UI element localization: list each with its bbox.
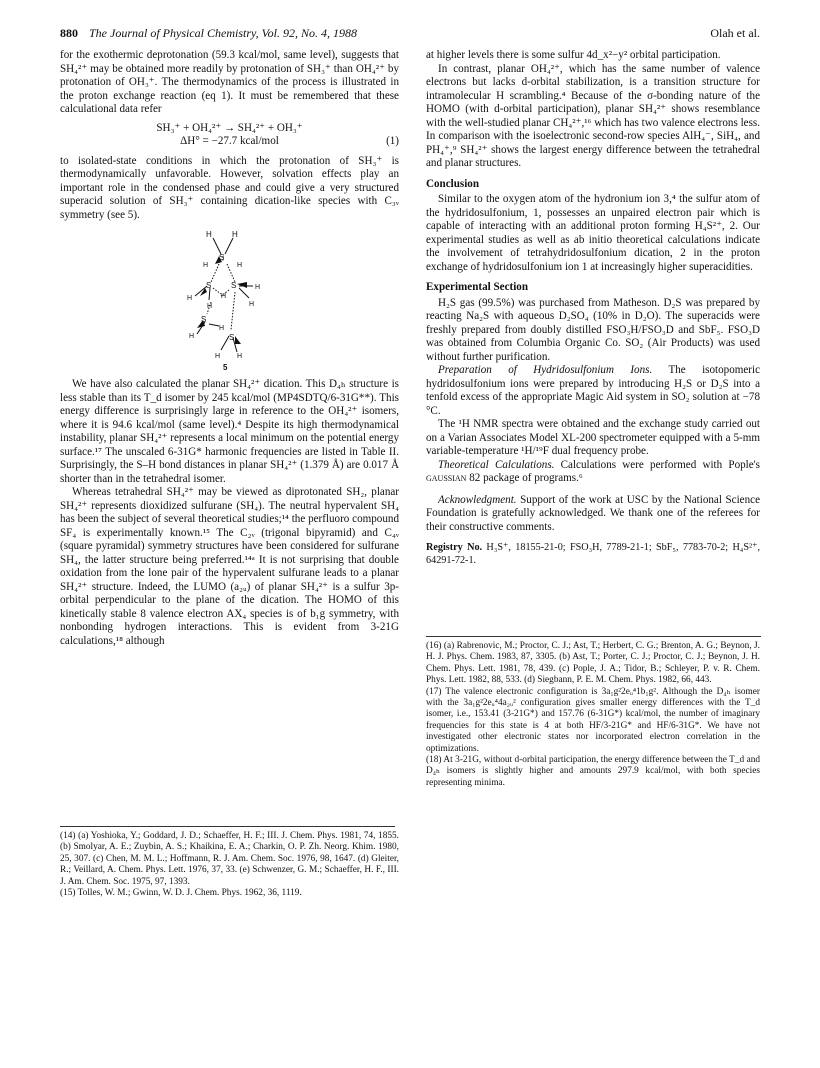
equation-reaction: SH₃⁺ + OH₄²⁺ → SH₄²⁺ + OH₃⁺ <box>156 121 303 134</box>
conclusion-heading: Conclusion <box>426 177 480 190</box>
page-number: 880 <box>60 26 78 40</box>
atom-label: H <box>202 262 208 269</box>
preparation-paragraph <box>426 364 760 418</box>
theory-text-b: package of programs.⁶ <box>480 472 583 484</box>
atom-label: H <box>236 353 242 360</box>
experimental-heading: Experimental Section <box>426 281 528 293</box>
structure-number-5: 5 <box>222 363 227 372</box>
left-paragraph-1: for the exothermic deprotonation (59.3 kcal/mol, same level), suggests that SH₄²⁺ may be obtained more readily by protonation of SH₃⁺ than OH₄²⁺ by protonation of OH₃⁺. The thermodynamics of the process is illustrated in the proton exchange reaction (eq 1). It must be remembered that these calculational data refer <box>60 49 399 115</box>
atom-label: H <box>236 262 242 269</box>
footnote-14: (14) (a) Yoshioka, Y.; Goddard, J. D.; Schaeffer, H. F.; III. J. Chem. Phys. 1981, 74, 1855. (b) Smolyar, A. E.; Zuybin, A. S.; Khaikina, E. A.; Charkin, O. P. Zh. Neorg. Khim. 1980, 25, 307. (c) Chen, M. M. L.; Hoffmann, R. J. Am. Chem. Soc. 1976, 98, 1647. (d) Gleiter, R.; Veillard, A. Chem. Phys. Lett. 1976, 37, 33. (e) Schwenzer, G. M.; Schaeffer, H. F., III. J. Am. Chem. Soc. 1975, 97, 1393. <box>60 831 399 887</box>
atom-label: S <box>228 333 234 342</box>
acknowledgment-text: Support of the work at USC by the National Science Foundation is gratefully acknowledged. We thank one of the referees for their constructive comments. <box>426 493 760 533</box>
footnote-15: (15) Tolles, W. M.; Gwinn, W. D. J. Chem. Phys. 1962, 36, 1119. <box>60 888 302 899</box>
atom-label: H <box>188 333 194 340</box>
running-header <box>60 26 760 42</box>
atom-label: H <box>248 301 254 308</box>
footnote-17: (17) The valence electronic configuration is 3a₁g²2eᵤ⁴1b₁g². Although the D₄ₕ isomer with the 3a₁g²2eᵤ⁴4a₂ᵤ² configuration gives smaller energy differences with the T_d isomer, i.e., 153.41 (3-21G*) and 157.76 (6-31G*) kcal/mol, the number of imaginary frequencies for this state is 4 at both HF/3-21G* and HF/6-31G*. We have not investigated other electronic states nor incorporated electron correlation in the optimizations. <box>426 686 760 754</box>
journal-title: The Journal of Physical Chemistry, Vol. 92, No. 4, 1988 <box>89 26 357 40</box>
right-footnotes <box>426 636 760 789</box>
atom-label: H <box>206 303 212 310</box>
atom-label: H <box>254 284 260 291</box>
equation-number: (1) <box>386 135 399 147</box>
right-paragraph-1: at higher levels there is some sulfur 4d_x²−y² orbital participation. <box>426 49 721 61</box>
registry-text: H₃S⁺, 18155-21-0; FSO₃H, 7789-21-1; SbF₅, 7783-70-2; H₄S²⁺, 64291-72-1. <box>426 542 760 566</box>
left-paragraph-4: Whereas tetrahedral SH₄²⁺ may be viewed as diprotonated SH₂, planar SH₄²⁺ represents dioxidized sulfurane (SH₄). The neutral hypervalent SH₄ has been the subject of several theoretical studies;¹⁴ the perfluoro compound SF₄ is experimentally known.¹⁵ The C₂ᵥ (trigonal bipyramid) and C₄ᵥ (square pyramidal) symmetry structures have been considered for sulfurane SH₄, the latter structure being preferred.¹⁴ᵃ It is not surprising that double oxidation from the lone pair of the hypervalent sulfurane leads to a planar SH₄²⁺ structure. Indeed, the LUMO (a₂ᵤ) of planar SH₄²⁺ is a sulfur 3p-orbital perpendicular to the plane of the dication. The HOMO of this kinetically stable 8 valence electron AX₄ species is of b₁g symmetry, with nonbonding hydrogen interactions. This is evident from 3-21G calculations,¹⁸ although <box>60 486 399 647</box>
theory-runin: Theoretical Calculations. <box>438 458 555 471</box>
footnote-16: (16) (a) Rabrenovic, M.; Proctor, C. J.; Ast, T.; Herbert, C. G.; Brenton, A. G.; Beynon, J. H. J. Phys. Chem. 1983, 87, 3305. (b) Ast, T.; Porter, C. J.; Proctor, C. J.; Beynon, J. H. Chem. Phys. Lett. 1981, 78, 439. (c) Pople, J. A.; Tidor, B.; Schleyer, P. v. R. Chem. Phys. Lett. 1982, 88, 533. (d) Siegbann, P. E. M. Chem. Phys. 1982, 66, 443. <box>426 641 760 686</box>
left-column <box>60 49 399 648</box>
equation-1 <box>60 122 399 149</box>
theory-text-a: Calculations were performed with Pople's <box>554 458 760 471</box>
left-footnotes <box>60 826 399 899</box>
left-paragraph-3: We have also calculated the planar SH₄²⁺ dication. This D₄ₕ structure is less stable than its T_d isomer by 245 kcal/mol (MP4SDTQ/6-31G**). This energy difference is surprisingly large in reference to the OH₄²⁺ isomers, where it is 94.6 kcal/mol (same level).⁴ Despite its high thermodynamical instability, planar SH₄²⁺ represents a local minimum on the potential energy surface.¹⁷ The unscaled 6-31G* harmonic frequencies are listed in Table II. Surprisingly, the S–H bond distances in planar SH₄²⁺ (1.379 Å) are 0.017 Å shorter than in the tetrahedral isomer. <box>60 378 399 485</box>
materials-paragraph: H₂S gas (99.5%) was purchased from Matheson. D₂S was prepared by reacting Na₂S with aqueous D₂SO₄ (10% in D₂O). The superacids were freshly prepared from doubly distilled FSO₃H/FSO₃D and SbF₅. FSO₃D was obtained from Columbia Organic Co. SO₂ (Air Products) was used without further purification. <box>426 296 760 363</box>
atom-label: H <box>218 325 224 332</box>
theory-paragraph <box>426 459 760 486</box>
preparation-text: The isotopomeric hydridosulfonium ions were prepared by introducing H₂S or D₂S into a tenfold excess of the appropriate Magic Aid system in SO₂ solution at −78 °C. <box>426 364 760 417</box>
atom-label: H <box>186 295 192 302</box>
footnote-rule <box>426 636 761 637</box>
right-paragraph-2: In contrast, planar OH₄²⁺, which has the same number of valence electrons but lacks d-orbital stabilization, is a transition structure for intramolecular H scrambling.⁴ Because of the σ-bonding nature of the HOMO (with d-orbital participation), planar SH₄²⁺ shows resemblance with the well-studied planar CH₄²⁺,¹⁶ which has two valence electrons less. In comparison with the isoelectronic second-row species AlH₄⁻, SiH₄, and PH₄⁺,⁹ SH₄²⁺ shows the largest energy difference between the tetrahedral and planar structures. <box>426 62 760 169</box>
atom-label: S <box>200 315 206 324</box>
left-paragraph-2: to isolated-state conditions in which the protonation of SH₃⁺ is thermodynamically unfavorable. However, solvation effects play an important role in the condensed phase and could give a very structured superacid solution of SH₃⁺ containing dication-like species with C₃ᵥ symmetry (see 5). <box>60 154 399 221</box>
structure-5-drawing <box>175 226 285 372</box>
conclusion-paragraph: Similar to the oxygen atom of the hydronium ion 3,⁴ the sulfur atom of the hydridosulfonium, 1, possesses an unpaired electron pair which is capable of interacting with an additional proton forming H₄S²⁺, 2. Our experimental studies as well as ab initio theoretical calculations indicate the involvement of tetrahydridosulfonium dication, 2 in the proton exchange of hydridosulfonium ion 1 at increasingly higher superacidities. <box>426 193 760 273</box>
atom-label: H <box>205 230 212 239</box>
registry-numbers <box>426 542 760 567</box>
atom-label: S <box>205 281 211 290</box>
footnote-18: (18) At 3-21G, without d-orbital participation, the energy difference between the T_d and D₄ₕ isomers is slightly higher and amounts 297.9 kcal/mol, with both species representing minima. <box>426 755 760 788</box>
right-column <box>426 49 760 567</box>
nmr-paragraph: The ¹H NMR spectra were obtained and the exchange study carried out on a Varian Associates Model XL-200 spectrometer equipped with a 5-mm variable-temperature ¹H/¹⁹F dual frequency probe. <box>426 418 760 457</box>
preparation-runin: Preparation of Hydridosulfonium Ions. <box>438 364 653 376</box>
acknowledgment-runin: Acknowledgment. <box>438 493 517 506</box>
registry-label: Registry No. <box>426 542 483 553</box>
atom-label: S <box>230 281 236 290</box>
atom-label: H <box>214 353 220 360</box>
atom-label: H <box>231 230 238 239</box>
running-authors: Olah et al. <box>710 26 760 40</box>
acknowledgment-paragraph <box>426 494 760 535</box>
structure-5-figure <box>60 226 399 372</box>
footnote-rule <box>60 826 395 827</box>
atom-label: H <box>220 293 226 300</box>
equation-enthalpy: ΔH° = −27.7 kcal/mol <box>180 135 279 147</box>
atom-label: S <box>218 253 224 262</box>
theory-program-name: gaussian 82 <box>426 472 481 484</box>
